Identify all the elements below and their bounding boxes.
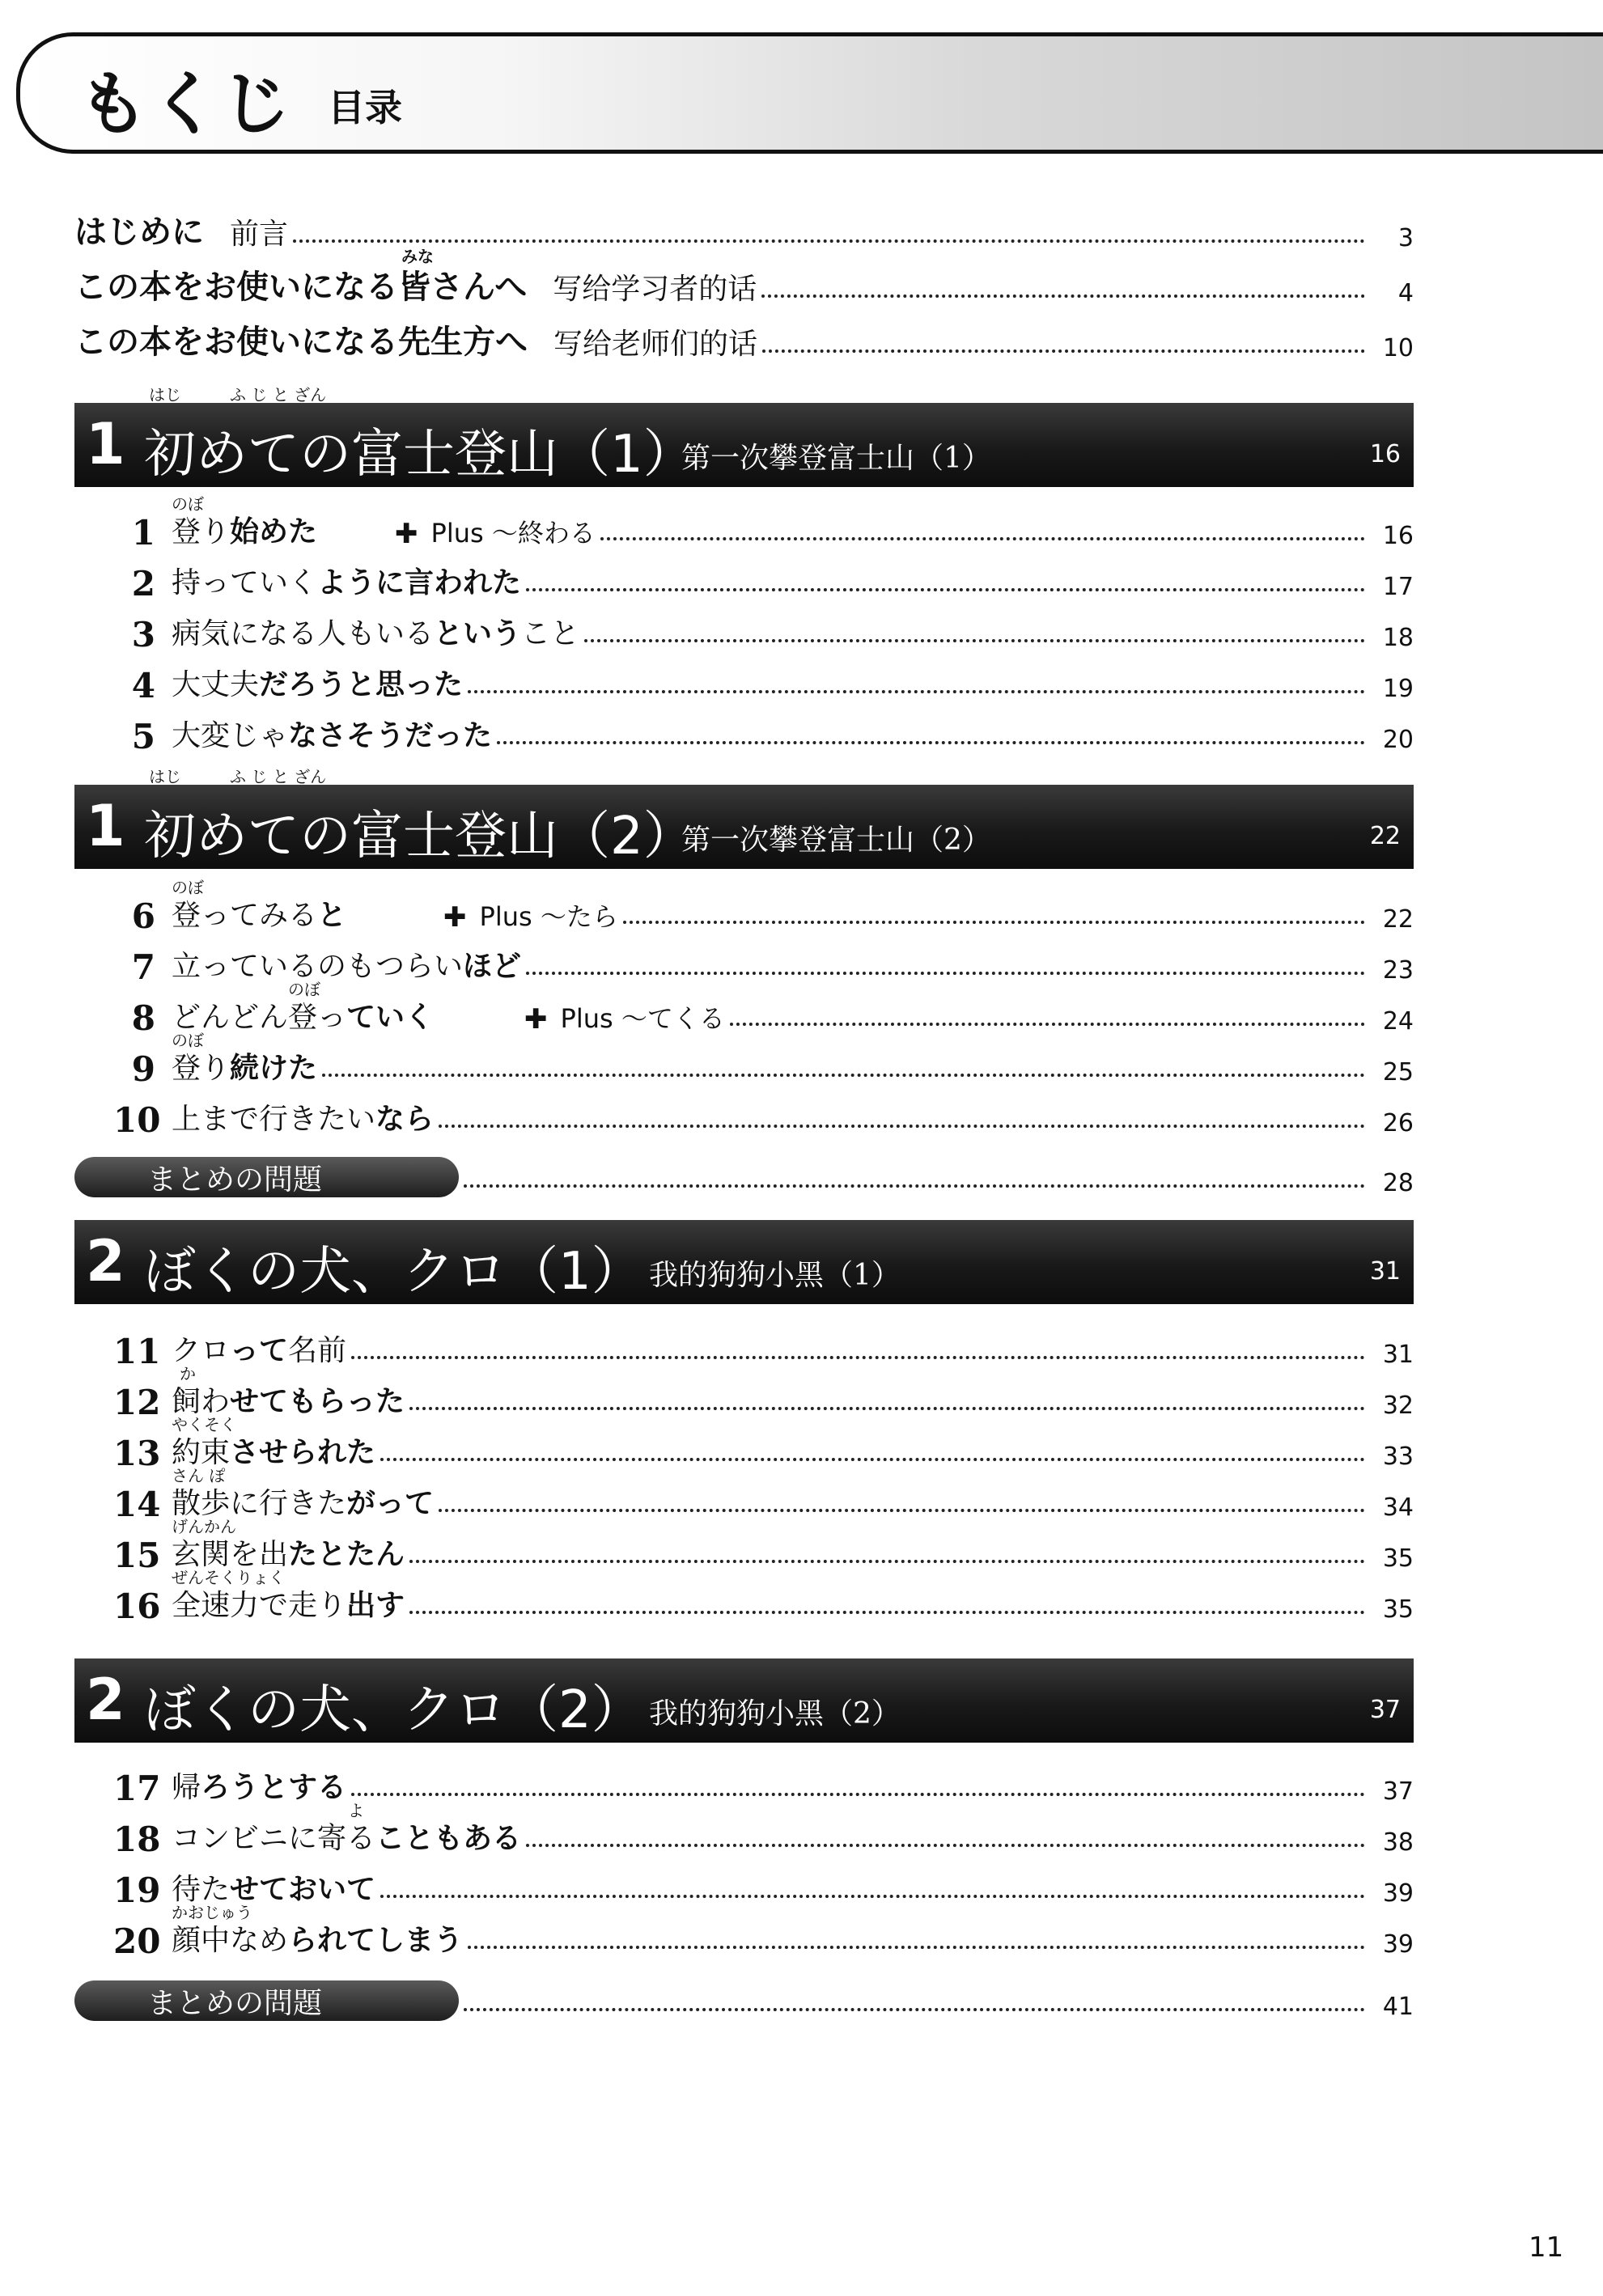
- lesson-entry[interactable]: [113, 1757, 1414, 1806]
- chapter-title: ぼくの犬、クロ（2）: [144, 1680, 643, 1740]
- chapter-banner[interactable]: [74, 385, 1414, 487]
- lesson-title: 大丈夫だろうと思った: [172, 668, 464, 701]
- page-ref: 25: [1382, 1058, 1414, 1087]
- chapter-title: 初めての富士登山（1）: [144, 425, 695, 485]
- plus-note: Plus ～てくる: [560, 1003, 725, 1034]
- dot-leader: [380, 1895, 1365, 1898]
- ruby: のぼ: [172, 878, 204, 897]
- lesson-title: のぼ 登ってみると: [172, 892, 346, 934]
- page-ref: 28: [1382, 1169, 1414, 1197]
- lesson-entry[interactable]: [113, 654, 1414, 703]
- ruby: はじ ふ じ と ざん: [149, 767, 327, 786]
- dot-leader: [730, 1023, 1365, 1026]
- lesson-number: 9: [131, 1049, 155, 1089]
- page-ref: 32: [1382, 1392, 1414, 1420]
- page-ref: 35: [1382, 1595, 1414, 1624]
- lesson-number: 19: [113, 1870, 161, 1910]
- lesson-title: か 飼わせてもらった: [172, 1379, 405, 1420]
- lesson-entry[interactable]: [113, 1859, 1414, 1908]
- chapter-title-cn: 第一次攀登富士山（1）: [681, 442, 991, 475]
- lesson-title: ぜんそくりょく 全速力で走り出す: [172, 1582, 405, 1624]
- lesson-title: 上まで行きたいなら: [172, 1103, 435, 1136]
- chapter-title-cn: 第一次攀登富士山（2）: [681, 824, 991, 857]
- chapter-page: 22: [1369, 822, 1401, 850]
- ruby: ぜんそくりょく: [172, 1568, 285, 1587]
- dot-leader: [762, 349, 1365, 353]
- page-ref: 3: [1397, 224, 1414, 252]
- plus-icon: ✚: [443, 901, 467, 934]
- lesson-number: 18: [113, 1819, 161, 1859]
- dot-leader: [380, 1458, 1365, 1461]
- dot-leader: [497, 741, 1365, 744]
- lesson-entry[interactable]: [113, 1801, 1414, 1859]
- lesson-number: 12: [113, 1383, 161, 1422]
- lesson-entry[interactable]: [113, 604, 1414, 652]
- page-ref: 33: [1382, 1442, 1414, 1471]
- page-ref: 10: [1382, 334, 1414, 362]
- lesson-title: 持っていくように言われた: [172, 566, 522, 599]
- ruby: げんかん: [172, 1517, 236, 1536]
- page-ref: 22: [1382, 905, 1414, 934]
- dot-leader: [409, 1407, 1365, 1410]
- ruby: のぼ: [172, 494, 204, 514]
- dot-leader: [409, 1611, 1365, 1614]
- page-ref: 23: [1382, 956, 1414, 985]
- dot-leader: [351, 1356, 1365, 1359]
- page-ref: 26: [1382, 1109, 1414, 1137]
- lesson-entry[interactable]: [113, 1466, 1414, 1524]
- plus-note: Plus ～終わる: [430, 518, 596, 549]
- lesson-number: 2: [131, 564, 155, 604]
- page-ref: 18: [1382, 624, 1414, 652]
- dot-leader: [409, 1560, 1365, 1563]
- lesson-title: げんかん 玄関を出たとたん: [172, 1531, 405, 1573]
- lesson-number: 13: [113, 1434, 161, 1473]
- review-pill: まとめの問題: [74, 1157, 459, 1197]
- page-ref: 39: [1382, 1879, 1414, 1908]
- dot-leader: [761, 294, 1365, 298]
- lesson-number: 10: [113, 1100, 161, 1140]
- lesson-title: 帰ろうとする: [172, 1771, 347, 1804]
- entry-title-cn: 写给学习者的话: [553, 273, 757, 306]
- toc-title: もくじ: [78, 64, 292, 145]
- lesson-entry[interactable]: [113, 878, 1414, 936]
- lesson-entry[interactable]: [113, 980, 1414, 1038]
- page-ref: 41: [1382, 1993, 1414, 2021]
- dot-leader: [468, 690, 1365, 693]
- lesson-number: 3: [131, 615, 155, 654]
- lesson-entry[interactable]: [113, 705, 1414, 754]
- toc-entry-for-teachers[interactable]: [74, 306, 1414, 362]
- lesson-title: 待たせておいて: [172, 1873, 376, 1906]
- lesson-number: 16: [113, 1586, 161, 1626]
- lesson-title: のぼ 登り始めた: [172, 509, 317, 550]
- ruby: のぼ: [288, 980, 320, 999]
- dot-leader: [464, 2008, 1365, 2011]
- lesson-number: 15: [113, 1536, 161, 1575]
- page-ref: 19: [1382, 675, 1414, 703]
- ruby: はじ ふ じ と ざん: [149, 385, 327, 405]
- lesson-title: かおじゅう 顔中なめられてしまう: [172, 1917, 463, 1959]
- chapter-banner[interactable]: [74, 767, 1414, 869]
- lesson-title: やくそく 約束させられた: [172, 1430, 375, 1471]
- lesson-title: 立っているのもつらいほど: [172, 950, 522, 983]
- chapter-title-cn: 我的狗狗小黑（2）: [649, 1697, 901, 1730]
- page-ref: 34: [1382, 1493, 1414, 1522]
- plus-note: Plus ～たら: [479, 901, 618, 932]
- lesson-entry[interactable]: [113, 1320, 1414, 1369]
- dot-leader: [468, 1946, 1365, 1949]
- chapter-number: 2: [86, 1667, 125, 1733]
- plus-icon: ✚: [524, 1003, 548, 1036]
- page-ref: 38: [1382, 1828, 1414, 1857]
- dot-leader: [623, 921, 1365, 924]
- lesson-number: 1: [131, 513, 155, 553]
- ruby: さん ぽ: [172, 1466, 226, 1485]
- dot-leader: [526, 1844, 1365, 1847]
- dot-leader: [293, 239, 1365, 243]
- lesson-number: 8: [131, 998, 155, 1038]
- chapter-page: 37: [1369, 1696, 1401, 1724]
- review-entry[interactable]: [74, 1974, 1414, 2021]
- review-entry[interactable]: [74, 1150, 1414, 1197]
- ruby: のぼ: [172, 1031, 204, 1050]
- lesson-number: 20: [113, 1921, 161, 1961]
- dot-leader: [439, 1509, 1365, 1512]
- dot-leader: [322, 1074, 1365, 1077]
- entry-title-cn: 写给老师们的话: [553, 328, 758, 361]
- page-ref: 20: [1382, 726, 1414, 754]
- ruby: みな: [401, 247, 434, 266]
- lesson-entry[interactable]: [113, 1031, 1414, 1089]
- dot-leader: [464, 1184, 1365, 1188]
- toc-subtitle: 目录: [328, 86, 402, 129]
- dot-leader: [351, 1793, 1365, 1796]
- chapter-number: 1: [86, 793, 125, 859]
- lesson-entry[interactable]: [113, 1568, 1414, 1626]
- review-pill: まとめの問題: [74, 1980, 459, 2021]
- dot-leader: [584, 639, 1365, 642]
- lesson-number: 17: [113, 1769, 161, 1808]
- lesson-number: 7: [131, 947, 155, 987]
- lesson-title: さん ぽ 散歩に行きたがって: [172, 1481, 434, 1522]
- lesson-title: クロって名前: [172, 1334, 347, 1367]
- page-ref: 17: [1382, 573, 1414, 601]
- lesson-entry[interactable]: [113, 1089, 1414, 1140]
- dot-leader: [526, 588, 1365, 591]
- plus-icon: ✚: [395, 518, 418, 550]
- dot-leader: [526, 972, 1365, 975]
- page-ref: 37: [1382, 1777, 1414, 1806]
- chapter-number: 2: [86, 1228, 125, 1294]
- entry-title-cn: 前言: [230, 218, 289, 251]
- lesson-title: 病気になる人もいるということ: [172, 617, 580, 650]
- lesson-number: 4: [131, 666, 155, 705]
- lesson-title: のぼ どんどん登っていく: [172, 994, 434, 1036]
- lesson-title: 大変じゃなさそうだった: [172, 719, 493, 752]
- lesson-title: のぼ 登り続けた: [172, 1045, 317, 1087]
- page-ref: 24: [1382, 1007, 1414, 1036]
- page-number: 11: [1529, 2231, 1564, 2264]
- lesson-entry[interactable]: [113, 1364, 1414, 1422]
- lesson-entry[interactable]: [113, 553, 1414, 604]
- chapter-page: 16: [1369, 440, 1401, 468]
- ruby: かおじゅう: [172, 1903, 252, 1922]
- entry-title: はじめに: [74, 214, 204, 251]
- chapter-banner[interactable]: [74, 1658, 1414, 1743]
- lesson-entry[interactable]: [113, 494, 1414, 553]
- dot-leader: [439, 1125, 1365, 1128]
- page-ref: 16: [1382, 522, 1414, 550]
- chapter-title-cn: 我的狗狗小黑（1）: [649, 1259, 901, 1292]
- page-ref: 31: [1382, 1341, 1414, 1369]
- page-ref: 35: [1382, 1544, 1414, 1573]
- entry-title: この本をお使いになる皆さんへ みな: [74, 261, 527, 307]
- lesson-number: 11: [113, 1332, 161, 1371]
- lesson-entry[interactable]: [113, 1517, 1414, 1575]
- ruby: やくそく: [172, 1415, 236, 1434]
- lesson-title: よ コンビニに寄ることもある: [172, 1801, 522, 1855]
- chapter-title: ぼくの犬、クロ（1）: [144, 1242, 643, 1302]
- dot-leader: [600, 537, 1365, 540]
- toc-entry-for-learners[interactable]: [74, 247, 1414, 307]
- chapter-number: 1: [86, 411, 125, 477]
- chapter-title: 初めての富士登山（2）: [144, 807, 695, 866]
- lesson-number: 6: [131, 896, 155, 936]
- ruby: か: [180, 1364, 196, 1383]
- toc-header: [16, 32, 1603, 154]
- page-ref: 39: [1382, 1930, 1414, 1959]
- lesson-number: 5: [131, 717, 155, 756]
- page-ref: 4: [1397, 279, 1414, 307]
- chapter-page: 31: [1369, 1257, 1401, 1286]
- toc-entry-preface[interactable]: [74, 196, 1414, 252]
- lesson-entry[interactable]: [113, 1903, 1414, 1961]
- lesson-entry[interactable]: [113, 1415, 1414, 1473]
- entry-title: この本をお使いになる先生方へ: [74, 324, 528, 361]
- lesson-number: 14: [113, 1485, 161, 1524]
- chapter-banner[interactable]: [74, 1220, 1414, 1304]
